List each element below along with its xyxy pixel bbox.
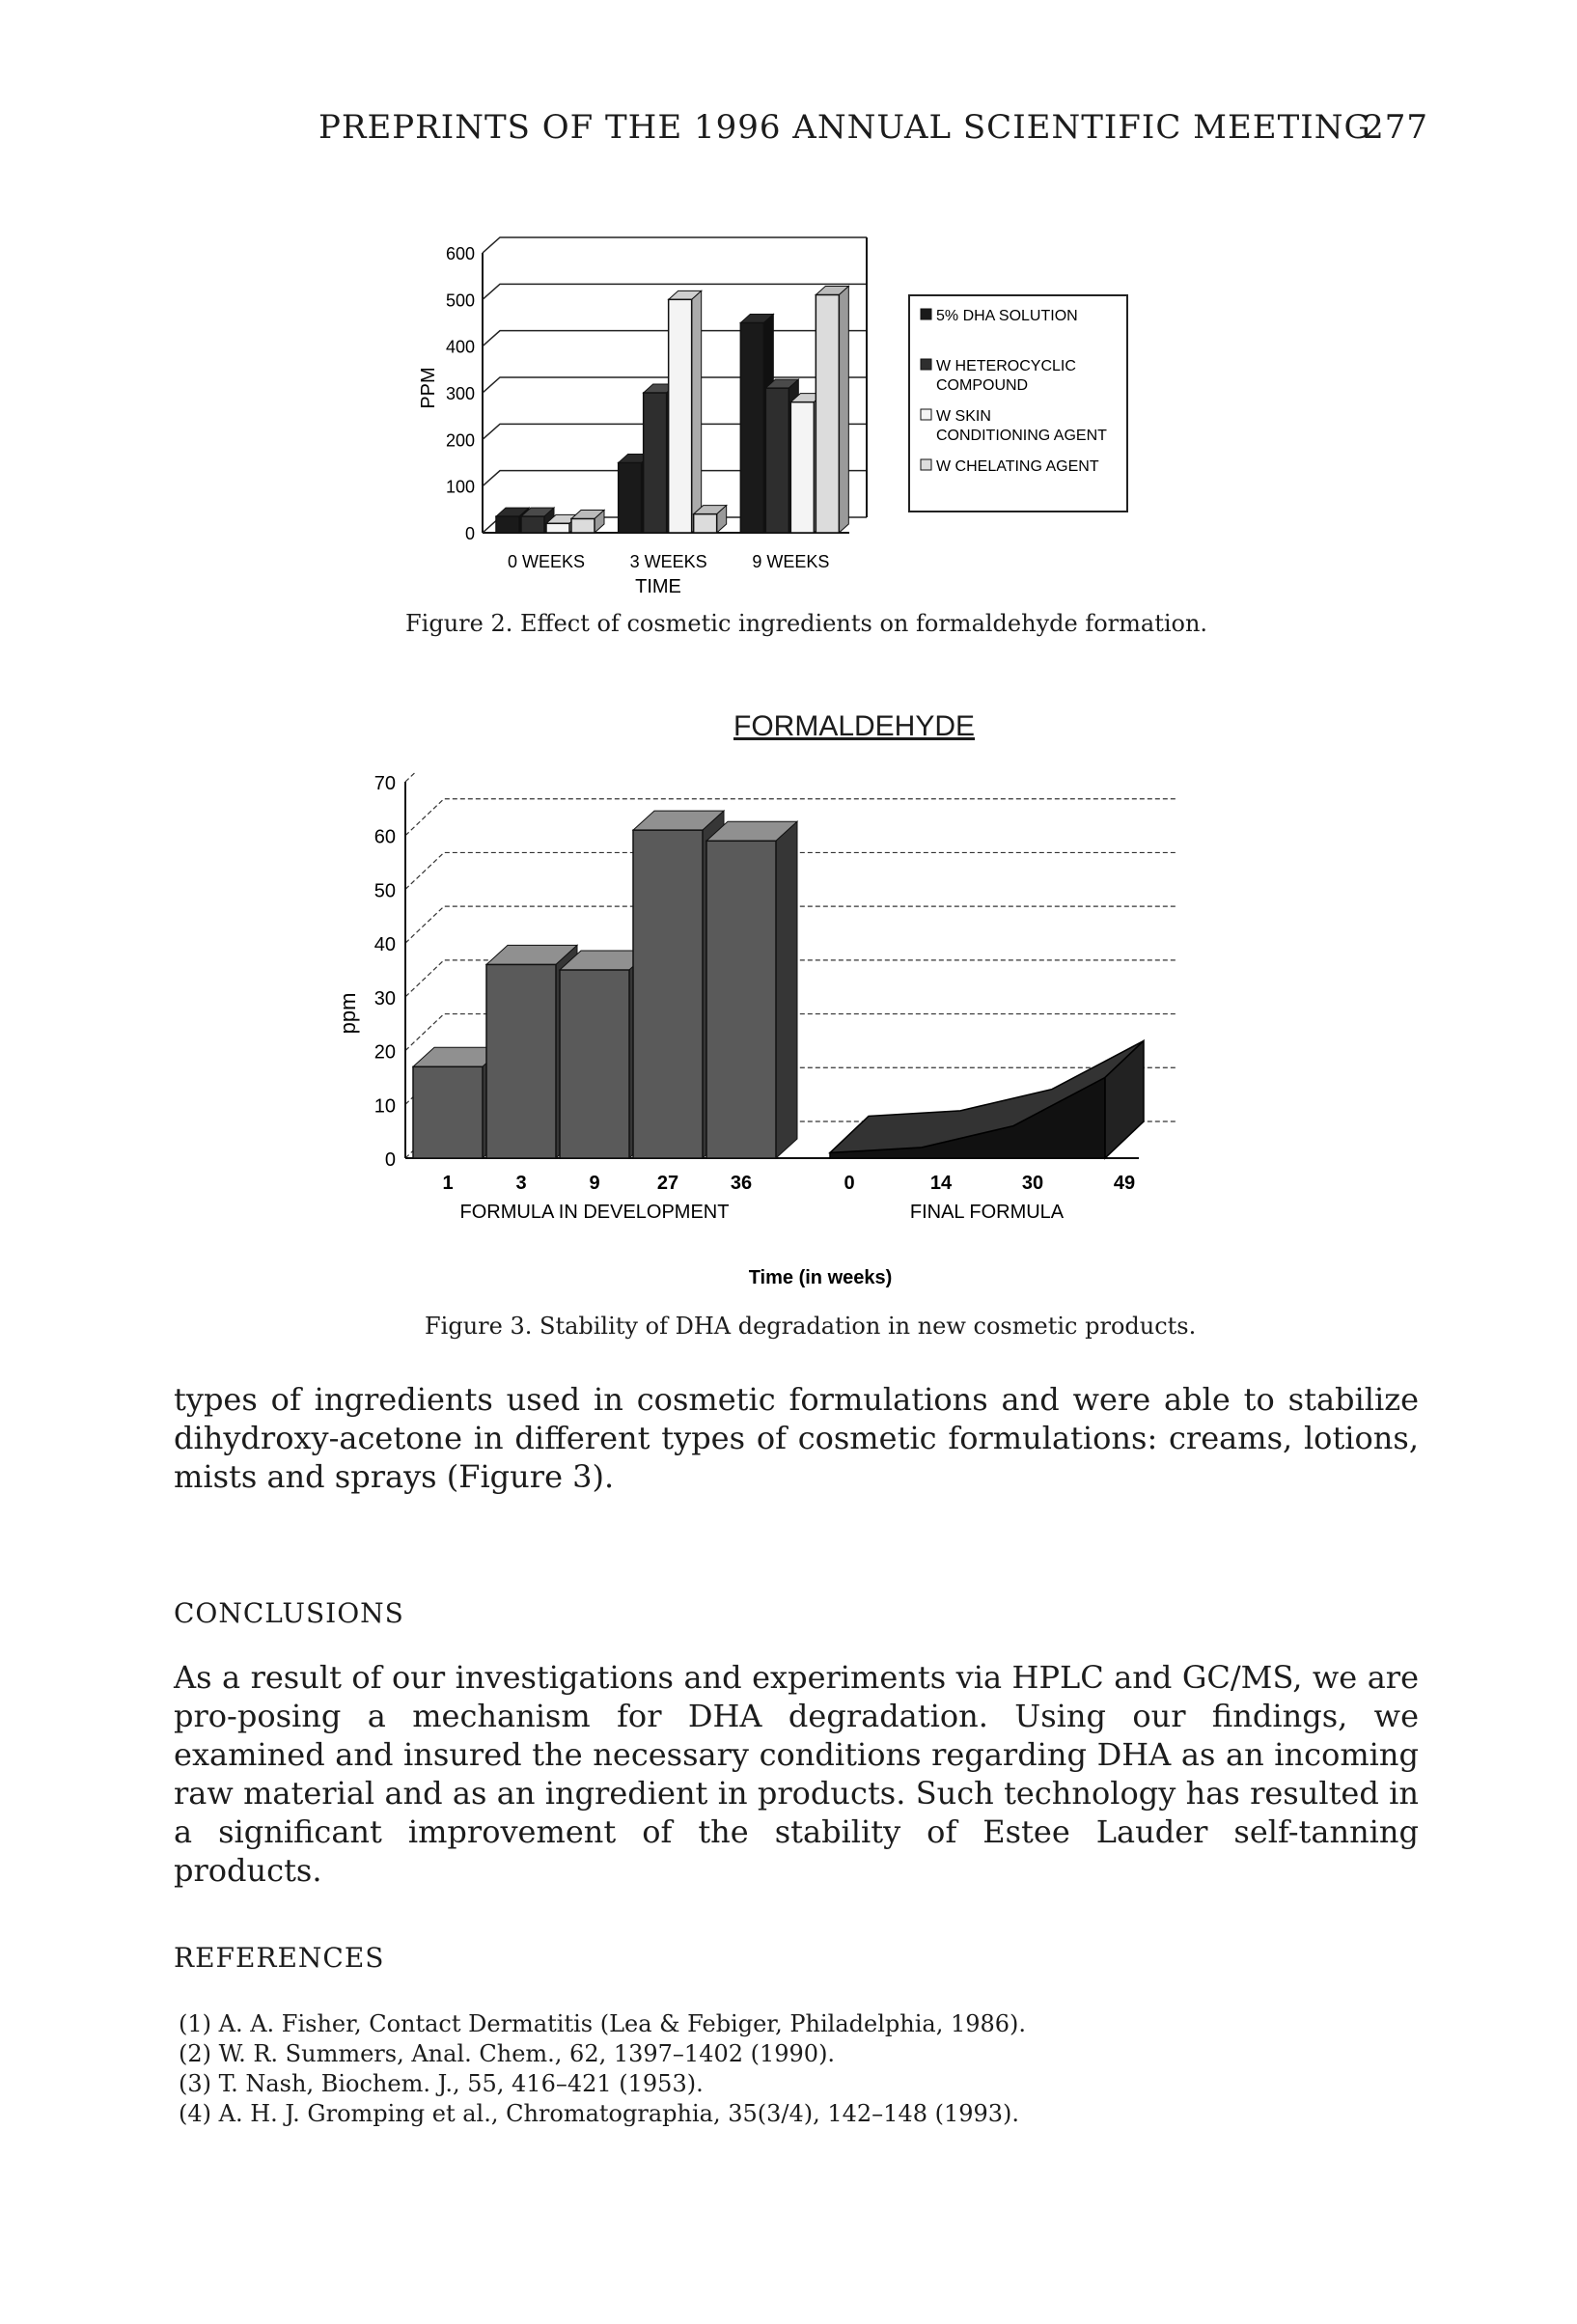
- references-heading: REFERENCES: [174, 1942, 385, 1974]
- figure-3-bar-development-face: [413, 1066, 483, 1158]
- page-number: 277: [1363, 108, 1428, 147]
- figure-2-legend: [909, 295, 1127, 512]
- figure-3-y-tick: 30: [374, 987, 396, 1010]
- figure-3-x-tick: 27: [656, 1173, 679, 1194]
- figure-2-bar-face: [765, 388, 788, 533]
- figure-2-gridline: [483, 237, 867, 253]
- figure-2-y-axis-label: PPM: [418, 367, 439, 409]
- figure-3-x-tick: 0: [844, 1173, 855, 1194]
- figure-2-bar-face: [571, 519, 595, 534]
- figure-3-x-tick: 14: [929, 1173, 953, 1194]
- figure-3-chart: [328, 772, 1245, 1293]
- figure-2-bar: [816, 287, 848, 534]
- figure-2-bar-face: [790, 402, 814, 533]
- figure-2-bar-face: [496, 516, 519, 533]
- figure-3-y-tick: 10: [374, 1095, 396, 1118]
- conclusions-heading: CONCLUSIONS: [174, 1597, 404, 1629]
- figure-3-bar-development-face: [486, 964, 556, 1158]
- figure-3-x-tick: 36: [730, 1173, 753, 1194]
- figure-2-y-tick: 200: [445, 430, 475, 451]
- reference-item: (1) A. A. Fisher, Contact Dermatitis (Lea & Febiger, Philadelphia, 1986).: [179, 2010, 1027, 2037]
- figure-3-y-axis-label: ppm: [336, 992, 360, 1035]
- figure-3-gridline: [405, 772, 1177, 782]
- figure-2-bar-face: [669, 299, 692, 533]
- figure-3-x-tick: 3: [515, 1173, 527, 1194]
- reference-item: (2) W. R. Summers, Anal. Chem., 62, 1397–1402 (1990).: [179, 2040, 836, 2067]
- figure-2-y-tick: 600: [445, 244, 475, 263]
- figure-2-bar-face: [694, 514, 717, 533]
- figure-2-legend-label: 5% DHA SOLUTION: [936, 308, 1078, 324]
- figure-2-bar-side: [839, 287, 848, 534]
- figure-3-y-tick: 70: [374, 773, 396, 794]
- figure-2-y-tick: 0: [464, 524, 475, 543]
- figure-2-legend-label: W CHELATING AGENT: [936, 458, 1099, 475]
- figure-2-legend-swatch: [921, 359, 931, 370]
- figure-3-y-tick: 60: [374, 826, 396, 848]
- figure-2-bar-face: [816, 295, 839, 534]
- figure-3-bar-development-face: [706, 841, 776, 1158]
- figure-2-legend-swatch: [921, 409, 931, 420]
- figure-3-y-tick: 0: [384, 1149, 396, 1171]
- figure-2-legend-swatch: [921, 309, 931, 319]
- figure-3-x-tick: 30: [1021, 1173, 1044, 1194]
- figure-2-y-tick: 100: [445, 477, 475, 497]
- figure-2-caption-label: Figure 2.: [405, 610, 513, 637]
- references-list: [179, 2009, 1026, 2129]
- figure-3-x-tick: 49: [1113, 1173, 1136, 1194]
- figure-2-bar-side: [692, 290, 702, 533]
- figure-2-caption-text: Effect of cosmetic ingredients on formaldehyde formation.: [520, 610, 1208, 637]
- figure-3-y-tick: 20: [374, 1041, 396, 1064]
- figure-3-title: FORMALDEHYDE: [733, 710, 976, 742]
- figure-2-bar: [694, 506, 727, 533]
- figure-2-bar-face: [619, 463, 642, 534]
- reference-item: (3) T. Nash, Biochem. J., 55, 416–421 (1953).: [179, 2070, 704, 2097]
- figure-3-caption-label: Figure 3.: [425, 1313, 533, 1340]
- figure-3-bar-development-face: [633, 830, 703, 1158]
- figure-3-caption: [425, 1313, 1196, 1340]
- figure-2-x-tick: 9 WEEKS: [752, 552, 830, 571]
- running-header: [318, 108, 1428, 147]
- figure-2-chart: [405, 214, 1139, 600]
- figure-2-y-tick: 500: [445, 290, 475, 311]
- figure-2-legend-label: W HETEROCYCLIC COMPOUND: [936, 358, 1076, 394]
- body-paragraph: types of ingredients used in cosmetic formulations and were able to stabilize dihydroxy-acetone in different types of cosmetic formulations: creams, lotions, mists and sprays (Figure 3).: [174, 1381, 1419, 1495]
- figure-3-bar-development: [706, 821, 797, 1158]
- figure-3-group-label: FORMULA IN DEVELOPMENT: [459, 1202, 730, 1223]
- figure-2-bar-face: [546, 523, 569, 533]
- conclusions-paragraph: As a result of our investigations and experiments via HPLC and GC/MS, we are pro-posing a mechanism for DHA degradation. Using our findings, we examined and insured the necessary conditions regarding DHA as an incoming raw material and as an ingredient in products. Such technology has resulted in a significant improvement of the stability of Estee Lauder self-tanning products.: [174, 1659, 1419, 1889]
- figure-2-x-axis-label: TIME: [635, 576, 681, 597]
- figure-3-bar-development-side: [776, 821, 797, 1158]
- header-title: PREPRINTS OF THE 1996 ANNUAL SCIENTIFIC MEETING: [318, 108, 1371, 147]
- figure-3-bar-development-face: [560, 970, 629, 1158]
- figure-3-caption-text: Stability of DHA degradation in new cosmetic products.: [540, 1313, 1197, 1340]
- figure-2-y-tick: 400: [445, 337, 475, 357]
- figure-2-bar: [669, 290, 702, 533]
- figure-2-bar-face: [644, 393, 667, 533]
- figure-2-legend-label: W SKIN CONDITIONING AGENT: [936, 408, 1107, 444]
- figure-3-x-tick: 9: [589, 1173, 600, 1194]
- figure-2-x-tick: 0 WEEKS: [507, 552, 586, 571]
- figure-3-x-axis-label: Time (in weeks): [748, 1267, 893, 1288]
- figure-2-bar-face: [740, 323, 763, 534]
- figure-2-legend-swatch: [921, 459, 931, 470]
- reference-item: (4) A. H. J. Gromping et al., Chromatographia, 35(3/4), 142–148 (1993).: [179, 2100, 1020, 2127]
- figure-2-caption: [405, 610, 1207, 637]
- figure-3-y-tick: 50: [374, 880, 396, 902]
- figure-2-x-tick: 3 WEEKS: [629, 552, 707, 571]
- figure-2-bar-face: [521, 516, 544, 533]
- figure-2-y-tick: 300: [445, 384, 475, 403]
- figure-3-group-label: FINAL FORMULA: [909, 1202, 1065, 1223]
- figure-3-y-tick: 40: [374, 934, 396, 956]
- figure-3-x-tick: 1: [442, 1173, 454, 1194]
- figure-2-bar: [571, 511, 604, 534]
